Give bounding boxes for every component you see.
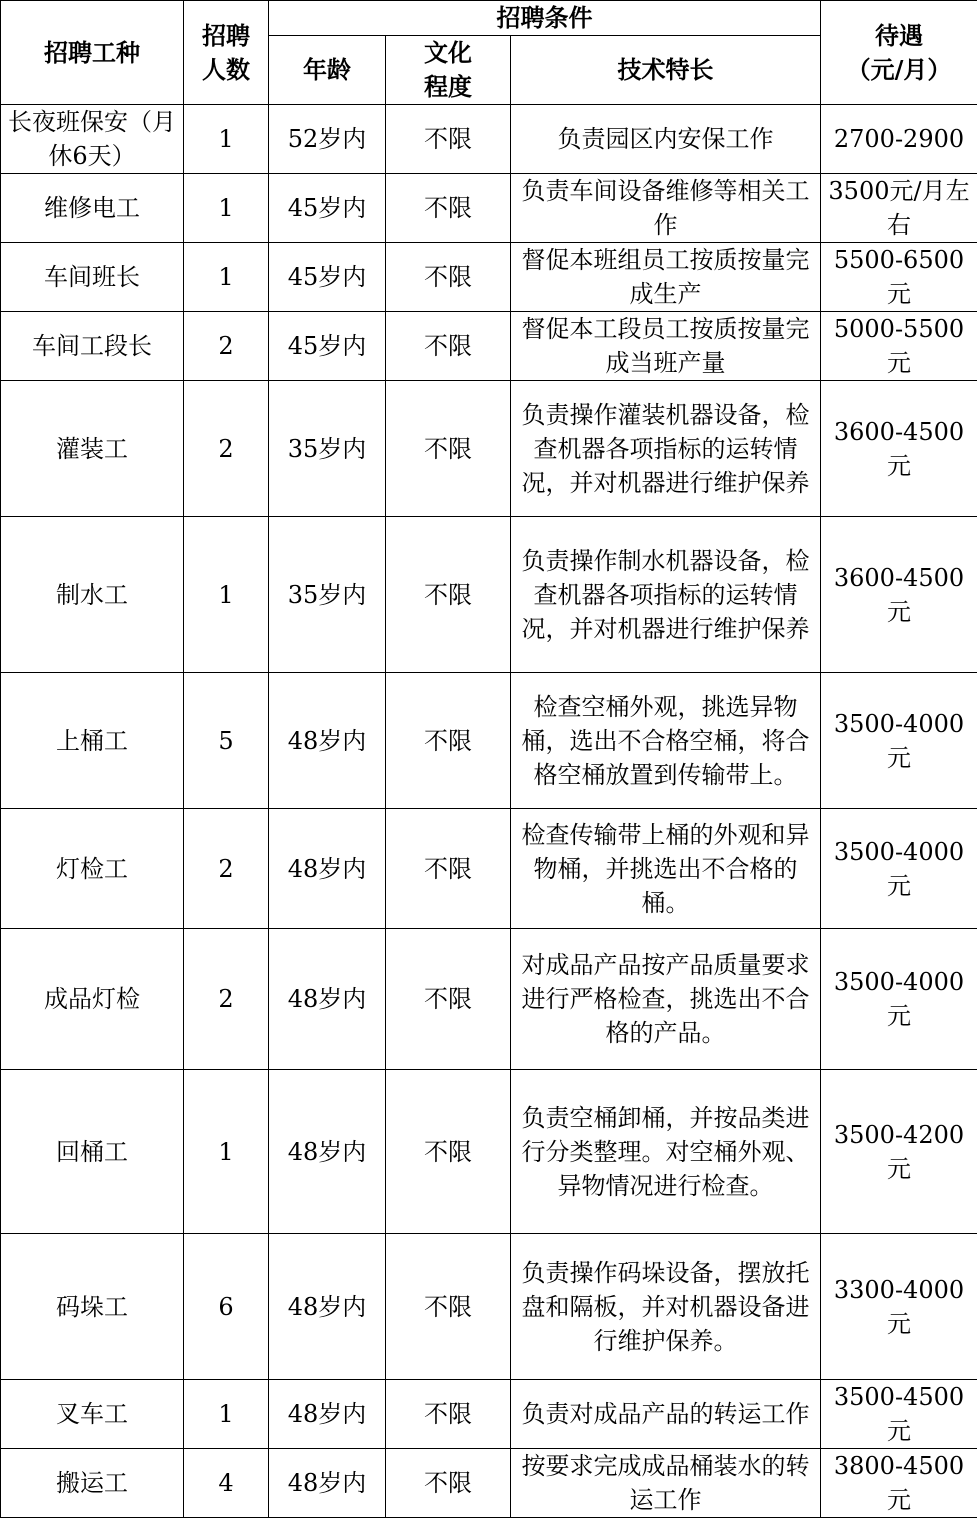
cell-age: 45岁内 bbox=[269, 174, 386, 243]
cell-skills: 负责操作码垛设备，摆放托盘和隔板，并对机器设备进行维护保养。 bbox=[511, 1234, 821, 1380]
cell-skills: 负责车间设备维修等相关工作 bbox=[511, 174, 821, 243]
cell-pay: 5000-5500元 bbox=[821, 312, 977, 381]
table-row bbox=[1, 1380, 977, 1449]
table-row bbox=[1, 517, 977, 673]
cell-education: 不限 bbox=[386, 381, 511, 517]
cell-age: 45岁内 bbox=[269, 243, 386, 312]
cell-job: 灌装工 bbox=[1, 381, 184, 517]
cell-education: 不限 bbox=[386, 809, 511, 929]
table-row bbox=[1, 1070, 977, 1234]
header-headcount-line1: 招聘 bbox=[188, 19, 264, 53]
header-age: 年龄 bbox=[269, 36, 386, 105]
cell-age: 35岁内 bbox=[269, 517, 386, 673]
header-skills: 技术特长 bbox=[511, 36, 821, 105]
cell-job: 回桶工 bbox=[1, 1070, 184, 1234]
table-row bbox=[1, 174, 977, 243]
table-body bbox=[1, 105, 977, 1518]
cell-pay: 5500-6500元 bbox=[821, 243, 977, 312]
cell-skills: 负责操作制水机器设备，检查机器各项指标的运转情况，并对机器进行维护保养 bbox=[511, 517, 821, 673]
cell-education: 不限 bbox=[386, 929, 511, 1070]
cell-skills: 负责园区内安保工作 bbox=[511, 105, 821, 174]
cell-skills: 督促本工段员工按质按量完成当班产量 bbox=[511, 312, 821, 381]
cell-age: 45岁内 bbox=[269, 312, 386, 381]
cell-job: 车间工段长 bbox=[1, 312, 184, 381]
cell-education: 不限 bbox=[386, 243, 511, 312]
cell-skills: 对成品产品按产品质量要求进行严格检查，挑选出不合格的产品。 bbox=[511, 929, 821, 1070]
table-row bbox=[1, 312, 977, 381]
cell-skills: 检查传输带上桶的外观和异物桶，并挑选出不合格的桶。 bbox=[511, 809, 821, 929]
header-pay-line1: 待遇 bbox=[825, 19, 973, 53]
cell-age: 52岁内 bbox=[269, 105, 386, 174]
table-row bbox=[1, 105, 977, 174]
header-pay-line2: （元/月） bbox=[825, 53, 973, 87]
cell-education: 不限 bbox=[386, 673, 511, 809]
cell-education: 不限 bbox=[386, 1070, 511, 1234]
cell-education: 不限 bbox=[386, 1234, 511, 1380]
cell-count: 1 bbox=[184, 243, 269, 312]
header-education-line1: 文化 bbox=[390, 36, 506, 70]
table-row bbox=[1, 243, 977, 312]
table-header bbox=[1, 1, 977, 105]
cell-age: 48岁内 bbox=[269, 1449, 386, 1518]
cell-count: 6 bbox=[184, 1234, 269, 1380]
cell-pay: 3500-4200元 bbox=[821, 1070, 977, 1234]
table-row bbox=[1, 809, 977, 929]
cell-education: 不限 bbox=[386, 517, 511, 673]
cell-pay: 3300-4000元 bbox=[821, 1234, 977, 1380]
cell-count: 2 bbox=[184, 809, 269, 929]
header-job-type: 招聘工种 bbox=[1, 1, 184, 105]
cell-pay: 3500-4000元 bbox=[821, 673, 977, 809]
table-row bbox=[1, 673, 977, 809]
cell-count: 2 bbox=[184, 929, 269, 1070]
cell-job: 上桶工 bbox=[1, 673, 184, 809]
cell-job: 车间班长 bbox=[1, 243, 184, 312]
cell-job: 维修电工 bbox=[1, 174, 184, 243]
cell-job: 成品灯检 bbox=[1, 929, 184, 1070]
cell-count: 1 bbox=[184, 1070, 269, 1234]
cell-age: 35岁内 bbox=[269, 381, 386, 517]
cell-skills: 按要求完成成品桶装水的转运工作 bbox=[511, 1449, 821, 1518]
header-education-line2: 程度 bbox=[390, 70, 506, 104]
cell-count: 2 bbox=[184, 312, 269, 381]
cell-pay: 3600-4500元 bbox=[821, 381, 977, 517]
cell-pay: 2700-2900 bbox=[821, 105, 977, 174]
cell-job: 码垛工 bbox=[1, 1234, 184, 1380]
cell-pay: 3600-4500元 bbox=[821, 517, 977, 673]
cell-job: 制水工 bbox=[1, 517, 184, 673]
cell-pay: 3800-4500元 bbox=[821, 1449, 977, 1518]
cell-skills: 检查空桶外观，挑选异物桶，选出不合格空桶，将合格空桶放置到传输带上。 bbox=[511, 673, 821, 809]
table-row bbox=[1, 929, 977, 1070]
header-pay bbox=[821, 1, 977, 105]
cell-count: 1 bbox=[184, 517, 269, 673]
table-row bbox=[1, 381, 977, 517]
cell-job: 搬运工 bbox=[1, 1449, 184, 1518]
header-headcount-line2: 人数 bbox=[188, 53, 264, 87]
cell-skills: 负责操作灌装机器设备，检查机器各项指标的运转情况，并对机器进行维护保养 bbox=[511, 381, 821, 517]
cell-age: 48岁内 bbox=[269, 673, 386, 809]
cell-count: 1 bbox=[184, 105, 269, 174]
cell-job: 长夜班保安（月休6天） bbox=[1, 105, 184, 174]
cell-skills: 负责对成品产品的转运工作 bbox=[511, 1380, 821, 1449]
cell-skills: 督促本班组员工按质按量完成生产 bbox=[511, 243, 821, 312]
cell-education: 不限 bbox=[386, 174, 511, 243]
cell-age: 48岁内 bbox=[269, 1380, 386, 1449]
cell-count: 4 bbox=[184, 1449, 269, 1518]
cell-pay: 3500-4000元 bbox=[821, 929, 977, 1070]
cell-education: 不限 bbox=[386, 1449, 511, 1518]
cell-education: 不限 bbox=[386, 105, 511, 174]
header-conditions: 招聘条件 bbox=[269, 1, 821, 36]
cell-count: 1 bbox=[184, 174, 269, 243]
table-row bbox=[1, 1449, 977, 1518]
cell-count: 2 bbox=[184, 381, 269, 517]
cell-education: 不限 bbox=[386, 312, 511, 381]
cell-job: 叉车工 bbox=[1, 1380, 184, 1449]
cell-skills: 负责空桶卸桶，并按品类进行分类整理。对空桶外观、异物情况进行检查。 bbox=[511, 1070, 821, 1234]
cell-pay: 3500-4500元 bbox=[821, 1380, 977, 1449]
cell-pay: 3500元/月左右 bbox=[821, 174, 977, 243]
cell-education: 不限 bbox=[386, 1380, 511, 1449]
header-headcount bbox=[184, 1, 269, 105]
cell-age: 48岁内 bbox=[269, 1070, 386, 1234]
cell-age: 48岁内 bbox=[269, 1234, 386, 1380]
cell-pay: 3500-4000元 bbox=[821, 809, 977, 929]
cell-job: 灯检工 bbox=[1, 809, 184, 929]
cell-count: 5 bbox=[184, 673, 269, 809]
header-education bbox=[386, 36, 511, 105]
table-row bbox=[1, 1234, 977, 1380]
cell-age: 48岁内 bbox=[269, 809, 386, 929]
cell-age: 48岁内 bbox=[269, 929, 386, 1070]
cell-count: 1 bbox=[184, 1380, 269, 1449]
